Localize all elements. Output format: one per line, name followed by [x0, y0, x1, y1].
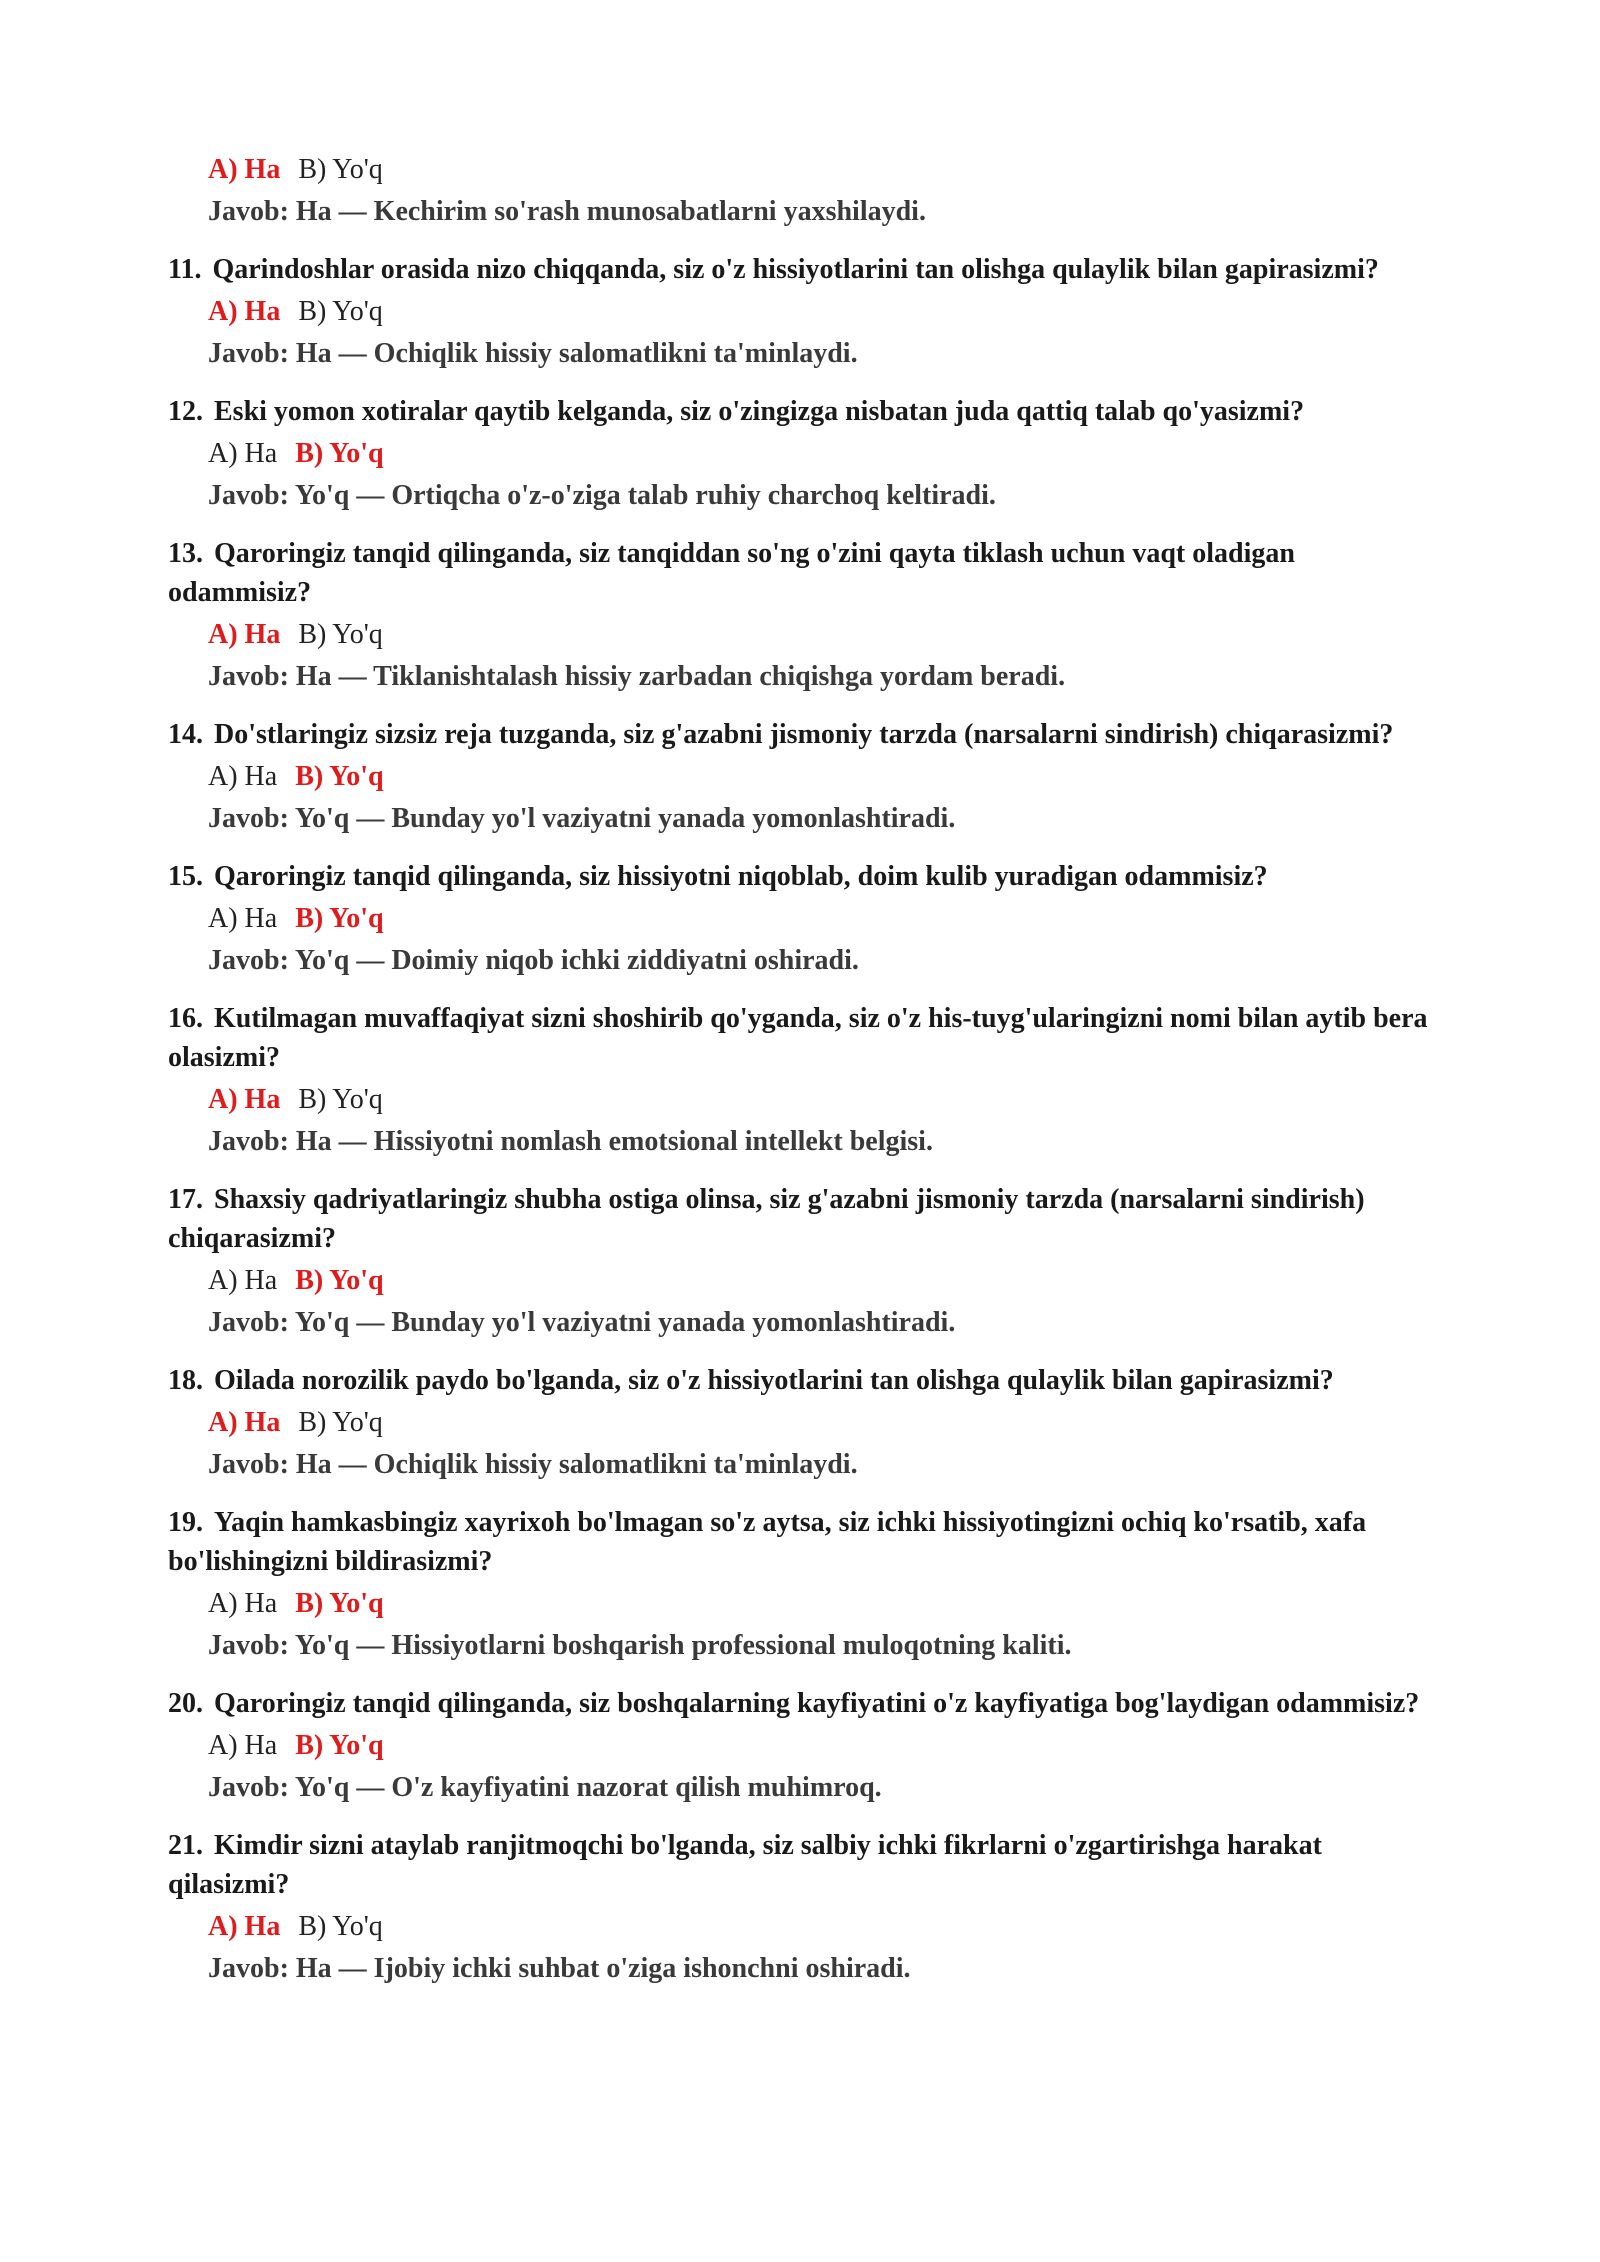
- answer-explanation: Javob: Yo'q — Doimiy niqob ichki ziddiyatni oshiradi.: [208, 945, 859, 976]
- question-text: [168, 1361, 1440, 1400]
- option-a: A) Ha: [208, 1911, 281, 1942]
- option-b: B) Yo'q: [298, 1084, 383, 1115]
- question-text: [168, 1826, 1440, 1904]
- question-text: [168, 999, 1440, 1077]
- question-block: [168, 1503, 1440, 1666]
- option-a: A) Ha: [208, 619, 281, 650]
- option-a: A) Ha: [208, 1407, 281, 1438]
- answer-options: [208, 615, 1440, 655]
- answer-explanation: Javob: Ha — Hissiyotni nomlash emotsional intellekt belgisi.: [208, 1126, 933, 1157]
- question-body: Do'stlaringiz sizsiz reja tuzganda, siz g'azabni jismoniy tarzda (narsalarni sindirish) chiqarasizmi?: [214, 719, 1394, 750]
- answer-options: [208, 1726, 1440, 1766]
- question-list: [168, 250, 1440, 1989]
- question-body: Eski yomon xotiralar qaytib kelganda, siz o'zingizga nisbatan juda qattiq talab qo'yasizmi?: [214, 396, 1305, 427]
- question-number: 18.: [168, 1365, 203, 1396]
- answer-explanation: Javob: Yo'q — Hissiyotlarni boshqarish professional muloqotning kaliti.: [208, 1630, 1072, 1661]
- question-body: Qaroringiz tanqid qilinganda, siz boshqalarning kayfiyatini o'z kayfiyatiga bog'laydigan odammisiz?: [214, 1688, 1420, 1719]
- question-block: [168, 392, 1440, 516]
- answer-explanation: Javob: Yo'q — Ortiqcha o'z-o'ziga talab ruhiy charchoq keltiradi.: [208, 480, 996, 511]
- option-a: A) Ha: [208, 1265, 278, 1296]
- question-number: 17.: [168, 1184, 203, 1215]
- question-number: 13.: [168, 538, 203, 569]
- question-block: [168, 999, 1440, 1162]
- answer-options: [208, 1403, 1440, 1443]
- answer-options: [208, 1080, 1440, 1120]
- question-block: [168, 1684, 1440, 1808]
- answer-options: [208, 150, 1440, 190]
- answer-options: [208, 899, 1440, 939]
- question-text: [168, 392, 1440, 431]
- answer-options: [208, 434, 1440, 474]
- question-block: [168, 250, 1440, 374]
- option-b: B) Yo'q: [298, 154, 383, 185]
- question-body: Kutilmagan muvaffaqiyat sizni shoshirib qo'yganda, siz o'z his-tuyg'ularingizni nomi bilan aytib bera olasizmi?: [168, 1003, 1428, 1073]
- question-number: 11.: [168, 254, 202, 285]
- question-body: Shaxsiy qadriyatlaringiz shubha ostiga olinsa, siz g'azabni jismoniy tarzda (narsalarni sindirish) chiqarasizmi?: [168, 1184, 1365, 1254]
- option-b: B) Yo'q: [298, 1407, 383, 1438]
- question-body: Oilada norozilik paydo bo'lganda, siz o'z hissiyotlarini tan olishga qulaylik bilan gapirasizmi?: [214, 1365, 1334, 1396]
- answer-explanation: Javob: Yo'q — Bunday yo'l vaziyatni yanada yomonlashtiradi.: [208, 803, 956, 834]
- option-b: B) Yo'q: [295, 438, 384, 469]
- option-a: A) Ha: [208, 296, 281, 327]
- answer-explanation: Javob: Ha — Ochiqlik hissiy salomatlikni ta'minlaydi.: [208, 338, 858, 369]
- question-block: [168, 1361, 1440, 1485]
- answer-explanation: Javob: Ha — Tiklanishtalash hissiy zarbadan chiqishga yordam beradi.: [208, 661, 1066, 692]
- question-text: [168, 1503, 1440, 1581]
- option-b: B) Yo'q: [295, 1588, 384, 1619]
- question-block-continued: [168, 150, 1440, 232]
- answer-explanation: Javob: Yo'q — O'z kayfiyatini nazorat qilish muhimroq.: [208, 1772, 882, 1803]
- question-text: [168, 857, 1440, 896]
- option-b: B) Yo'q: [298, 619, 383, 650]
- option-a: A) Ha: [208, 438, 278, 469]
- option-b: B) Yo'q: [298, 1911, 383, 1942]
- question-body: Qarindoshlar orasida nizo chiqqanda, siz o'z hissiyotlarini tan olishga qulaylik bilan gapirasizmi?: [212, 254, 1379, 285]
- option-a: A) Ha: [208, 761, 278, 792]
- answer-explanation: Javob: Yo'q — Bunday yo'l vaziyatni yanada yomonlashtiradi.: [208, 1307, 956, 1338]
- option-b: B) Yo'q: [295, 903, 384, 934]
- option-b: B) Yo'q: [295, 1265, 384, 1296]
- question-block: [168, 1826, 1440, 1989]
- question-number: 15.: [168, 861, 203, 892]
- question-block: [168, 715, 1440, 839]
- option-b: B) Yo'q: [298, 296, 383, 327]
- option-a: A) Ha: [208, 1084, 281, 1115]
- answer-options: [208, 1584, 1440, 1624]
- option-a: A) Ha: [208, 154, 281, 185]
- question-number: 20.: [168, 1688, 203, 1719]
- question-block: [168, 1180, 1440, 1343]
- option-a: A) Ha: [208, 903, 278, 934]
- question-body: Qaroringiz tanqid qilinganda, siz hissiyotni niqoblab, doim kulib yuradigan odammisiz?: [214, 861, 1268, 892]
- question-number: 21.: [168, 1830, 203, 1861]
- question-number: 19.: [168, 1507, 203, 1538]
- question-text: [168, 534, 1440, 612]
- answer-options: [208, 757, 1440, 797]
- answer-options: [208, 1907, 1440, 1947]
- question-text: [168, 715, 1440, 754]
- answer-options: [208, 1261, 1440, 1301]
- question-body: Yaqin hamkasbingiz xayrixoh bo'lmagan so'z aytsa, siz ichki hissiyotingizni ochiq ko'rsatib, xafa bo'lishingizni bildirasizmi?: [168, 1507, 1367, 1577]
- option-a: A) Ha: [208, 1730, 278, 1761]
- question-block: [168, 857, 1440, 981]
- answer-options: [208, 292, 1440, 332]
- question-body: Kimdir sizni ataylab ranjitmoqchi bo'lganda, siz salbiy ichki fikrlarni o'zgartirishga harakat qilasizmi?: [168, 1830, 1322, 1900]
- option-b: B) Yo'q: [295, 1730, 384, 1761]
- question-text: [168, 250, 1440, 289]
- answer-explanation: Javob: Ha — Kechirim so'rash munosabatlarni yaxshilaydi.: [208, 196, 926, 227]
- option-a: A) Ha: [208, 1588, 278, 1619]
- question-number: 14.: [168, 719, 203, 750]
- answer-explanation: Javob: Ha — Ijobiy ichki suhbat o'ziga ishonchni oshiradi.: [208, 1953, 911, 1984]
- question-text: [168, 1684, 1440, 1723]
- question-block: [168, 534, 1440, 697]
- question-number: 16.: [168, 1003, 203, 1034]
- question-text: [168, 1180, 1440, 1258]
- question-number: 12.: [168, 396, 203, 427]
- question-body: Qaroringiz tanqid qilinganda, siz tanqiddan so'ng o'zini qayta tiklash uchun vaqt oladigan odammisiz?: [168, 538, 1295, 608]
- option-b: B) Yo'q: [295, 761, 384, 792]
- answer-explanation: Javob: Ha — Ochiqlik hissiy salomatlikni ta'minlaydi.: [208, 1449, 858, 1480]
